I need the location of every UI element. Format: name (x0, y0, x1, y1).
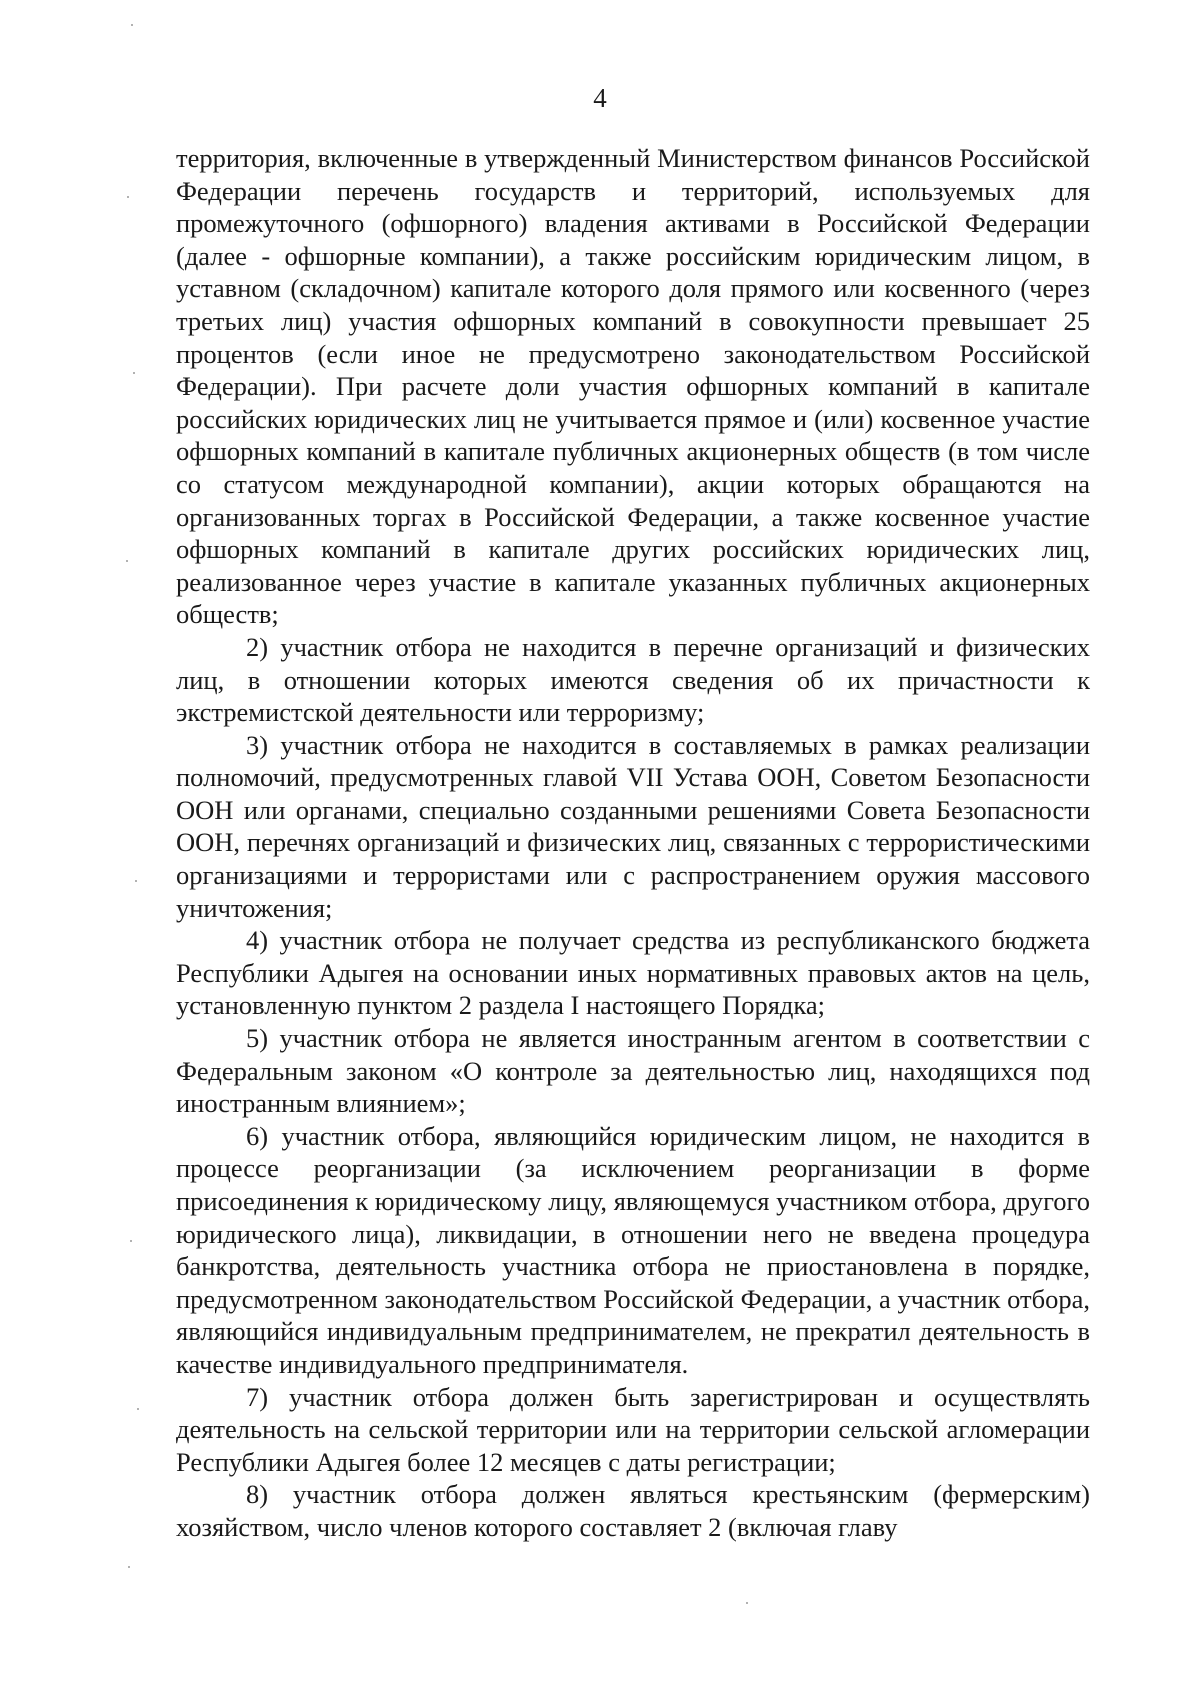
scan-speck (133, 372, 135, 374)
paragraph-item-2: 2) участник отбора не находится в перечне организаций и физических лиц, в отношении которых имеются сведения об их причастности к экстремистской деятельности или терроризму; (176, 631, 1090, 728)
scan-speck (127, 196, 129, 198)
scan-speck (137, 1408, 139, 1410)
scan-speck (130, 1240, 132, 1242)
scan-speck (746, 1602, 748, 1604)
paragraph-item-3: 3) участник отбора не находится в составляемых в рамках реализации полномочий, предусмотренных главой VII Устава ООН, Советом Безопасности ООН или органами, специально созданными решениями Совета Безопасности ООН, перечнях организаций и физических лиц, связанных с террористическими организациями и террористами или с распространением оружия массового уничтожения; (176, 729, 1090, 923)
scan-speck (126, 560, 128, 562)
body-text (176, 142, 1090, 1544)
paragraph-item-7: 7) участник отбора должен быть зарегистрирован и осуществлять деятельность на сельской территории или на территории сельской агломерации Республики Адыгея более 12 месяцев с даты регистрации; (176, 1381, 1090, 1477)
scan-speck (128, 1566, 130, 1568)
paragraph-continuation: территория, включенные в утвержденный Министерством финансов Российской Федерации перечень государств и территорий, используемых для промежуточного (офшорного) владения активами в Российской Федерации (далее - офшорные компании), а также российским юридическим лицом, в уставном (складочном) капитале которого доля прямого или косвенного (через третьих лиц) участия офшорных компаний в совокупности превышает 25 процентов (если иное не предусмотрено законодательством Российской Федерации). При расчете доли участия офшорных компаний в капитале российских юридических лиц не учитывается прямое и (или) косвенное участие офшорных компаний в капитале публичных акционерных обществ (в том числе со статусом международной компании), акции которых обращаются на организованных торгах в Российской Федерации, а также косвенное участие офшорных компаний в капитале других российских юридических лиц, реализованное через участие в капитале указанных публичных акционерных обществ; (176, 143, 1090, 630)
paragraph-item-6: 6) участник отбора, являющийся юридическим лицом, не находится в процессе реорганизации (за исключением реорганизации в форме присоединения к юридическому лицу, являющемуся участником отбора, другого юридического лица), ликвидации, в отношении него не введена процедура банкротства, деятельность участника отбора не приостановлена в порядке, предусмотренном законодательством Российской Федерации, а участник отбора, являющийся индивидуальным предпринимателем, не прекратил деятельность в качестве индивидуального предпринимателя. (176, 1120, 1090, 1379)
paragraph-item-5: 5) участник отбора не является иностранным агентом в соответствии с Федеральным законом «О контроле за деятельностью лиц, находящихся под иностранным влиянием»; (176, 1023, 1090, 1119)
paragraph-item-4: 4) участник отбора не получает средства из республиканского бюджета Республики Адыгея на основании иных нормативных правовых актов на цель, установленную пунктом 2 раздела I настоящего Порядка; (176, 925, 1090, 1021)
page-number: 4 (593, 83, 607, 113)
scan-speck (135, 880, 137, 882)
scan-speck (131, 24, 133, 26)
paragraph-item-8: 8) участник отбора должен являться крестьянским (фермерским) хозяйством, число членов которого составляет 2 (включая главу (176, 1479, 1090, 1542)
